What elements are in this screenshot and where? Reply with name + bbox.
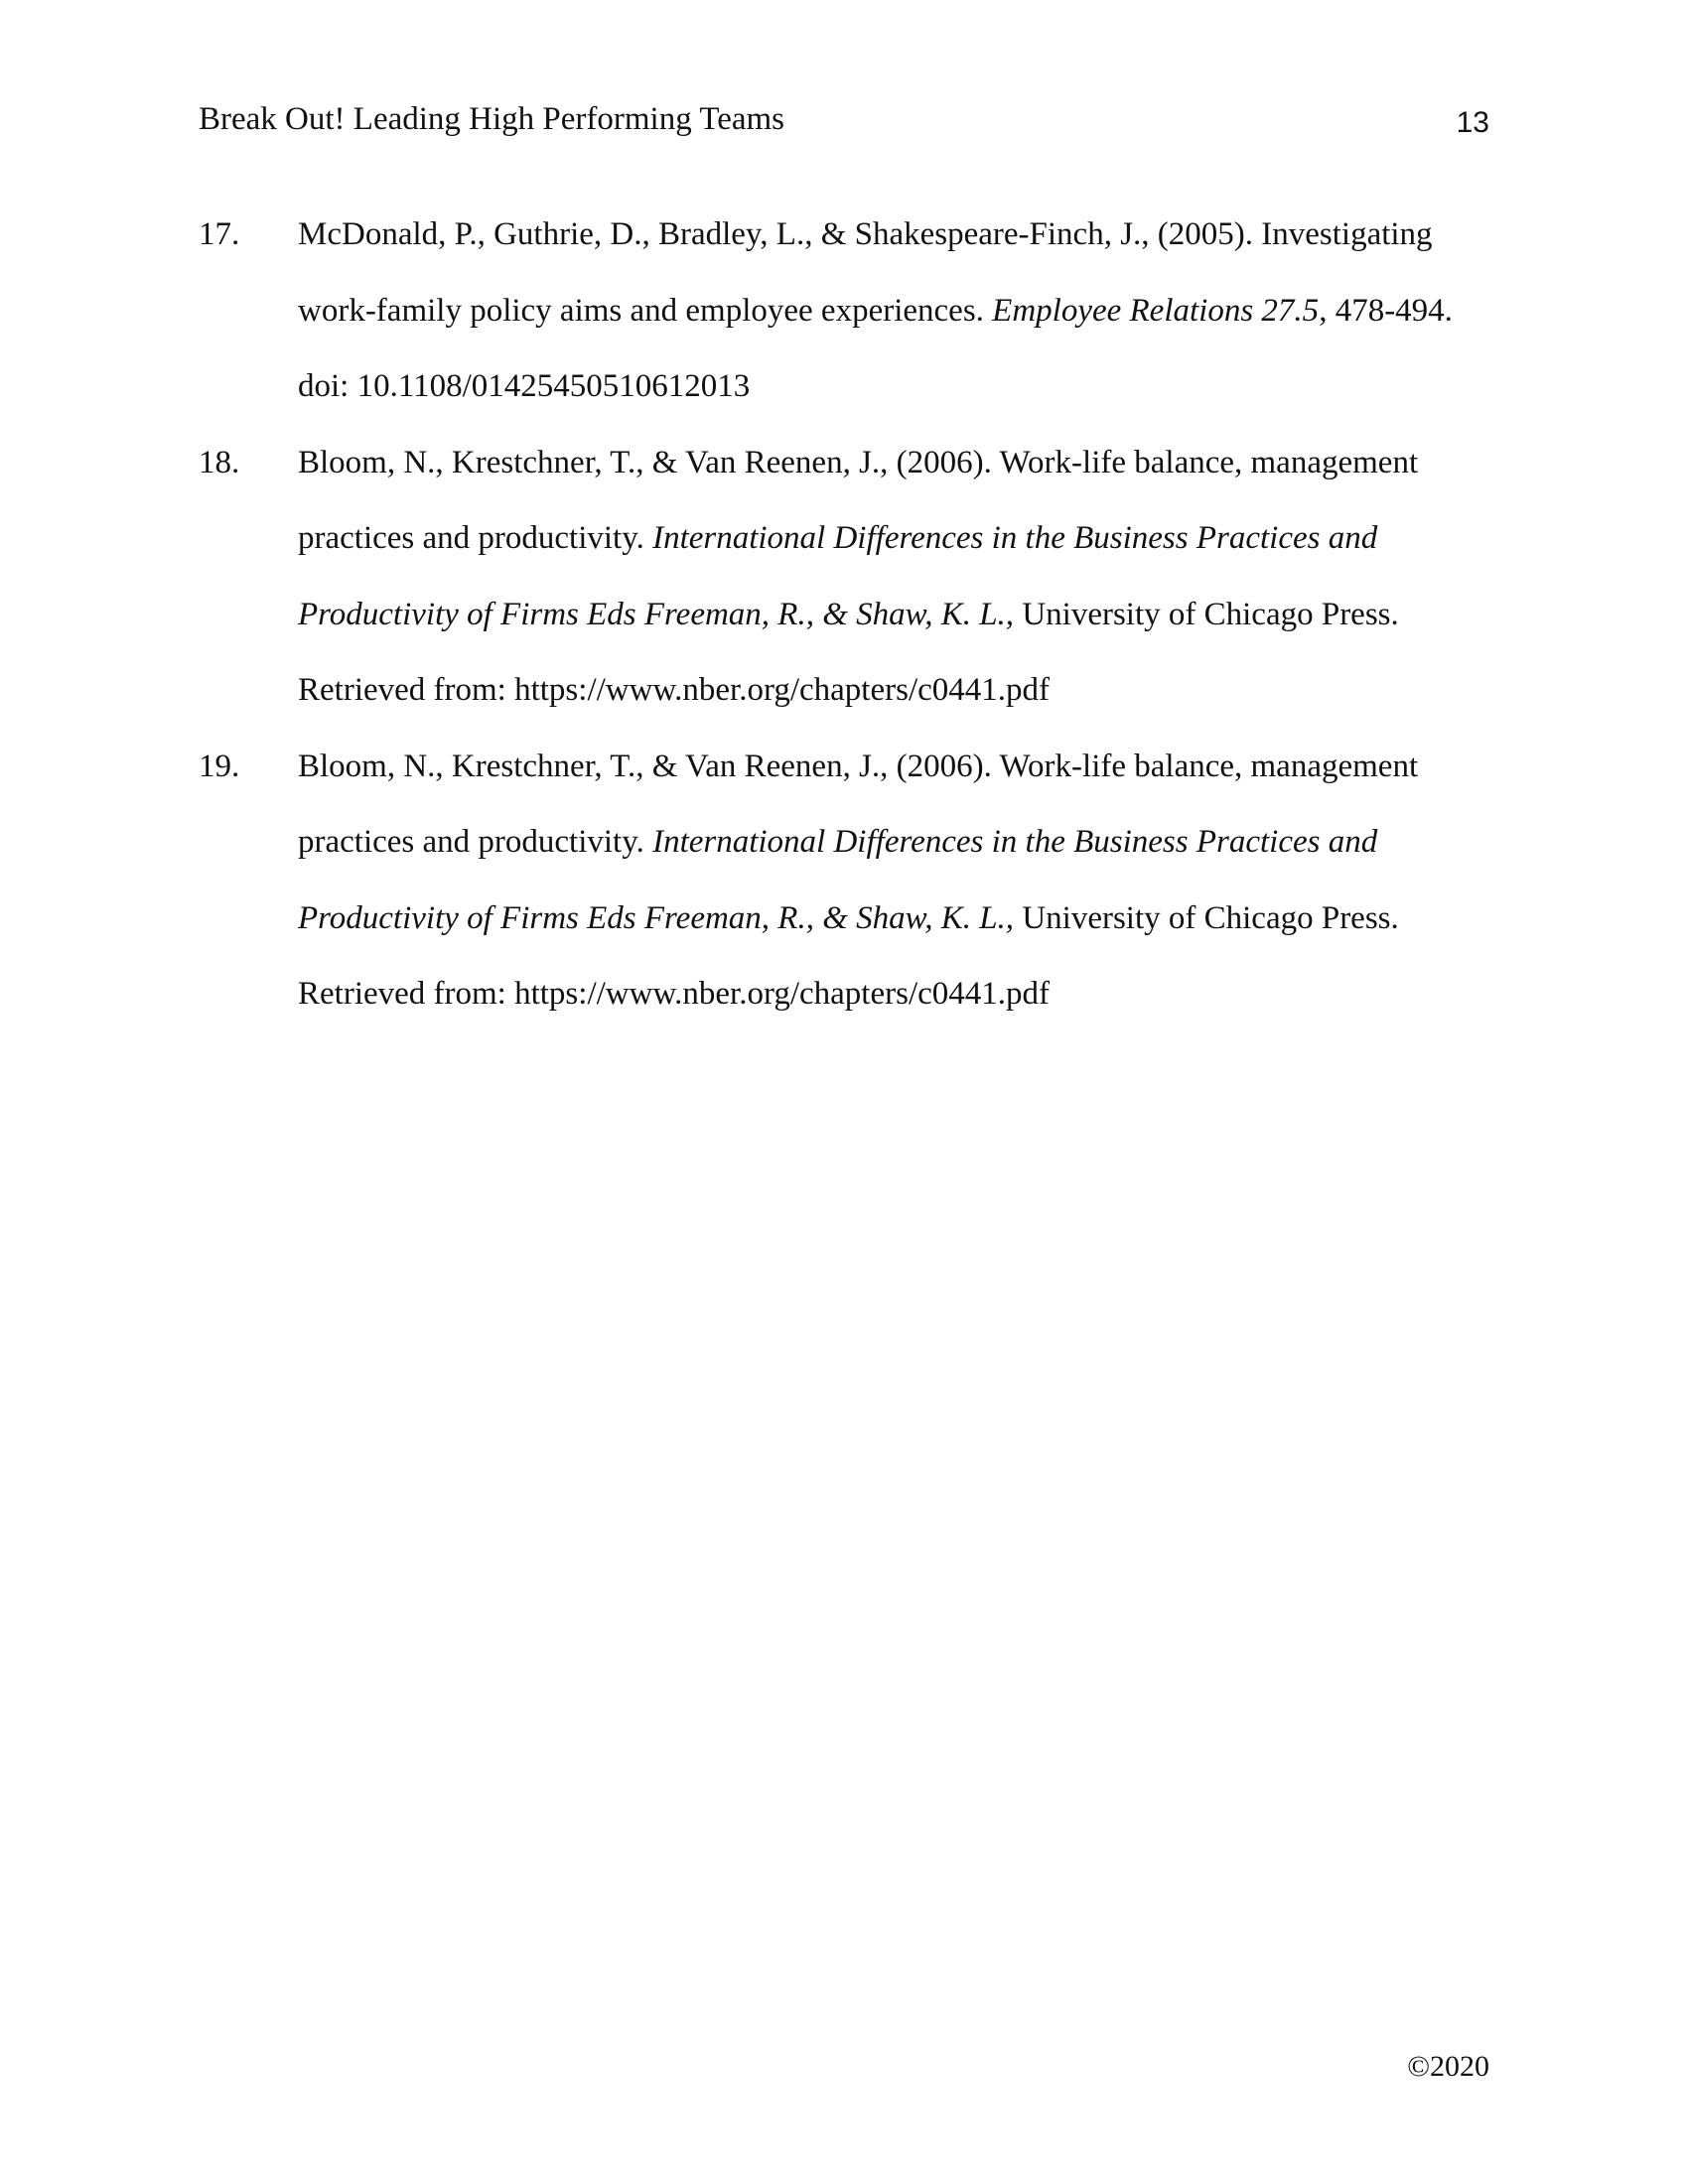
reference-line (298, 804, 1489, 881)
reference-entry-17 (199, 197, 1489, 425)
reference-line (298, 500, 1489, 577)
reference-line (298, 577, 1489, 653)
reference-url: Retrieved from: https://www.nber.org/chapters/c0441.pdf (298, 976, 1051, 1012)
journal-title: Employee Relations 27.5 (992, 292, 1320, 329)
reference-text: practices and productivity. (298, 520, 653, 556)
reference-line (298, 273, 1489, 349)
running-head: Break Out! Leading High Performing Teams (199, 101, 785, 137)
book-title: Productivity of Firms Eds Freeman, R., & Shaw, K. L., (298, 596, 1015, 632)
copyright-notice: ©2020 (1407, 2050, 1489, 2083)
reference-line: Bloom, N., Krestchner, T., & Van Reenen, J., (2006). Work-life balance, management (298, 444, 1419, 480)
reference-text: work-family policy aims and employee experiences. (298, 292, 993, 329)
reference-entry-19 (199, 729, 1489, 1032)
reference-text: University of Chicago Press. (1014, 899, 1399, 936)
reference-url: Retrieved from: https://www.nber.org/chapters/c0441.pdf (298, 672, 1051, 708)
reference-line: McDonald, P., Guthrie, D., Bradley, L., & Shakespeare-Finch, J., (2005). Investigating (298, 216, 1433, 252)
book-title: International Differences in the Business Practices and (652, 520, 1378, 556)
reference-line (298, 881, 1489, 957)
reference-text: practices and productivity. (298, 824, 653, 860)
reference-line: Bloom, N., Krestchner, T., & Van Reenen, J., (2006). Work-life balance, management (298, 748, 1419, 784)
reference-text: University of Chicago Press. (1014, 596, 1399, 632)
reference-entry-18 (199, 425, 1489, 729)
reference-doi: doi: 10.1108/01425450510612013 (298, 368, 751, 404)
reference-number: 19. (199, 748, 240, 784)
book-title: Productivity of Firms Eds Freeman, R., & Shaw, K. L., (298, 899, 1015, 936)
reference-text: , 478-494. (1319, 292, 1453, 329)
book-title: International Differences in the Business Practices and (652, 824, 1378, 860)
page-number: 13 (1456, 106, 1489, 139)
reference-list (199, 197, 1489, 1032)
reference-number: 18. (199, 444, 240, 480)
reference-number: 17. (199, 216, 240, 252)
